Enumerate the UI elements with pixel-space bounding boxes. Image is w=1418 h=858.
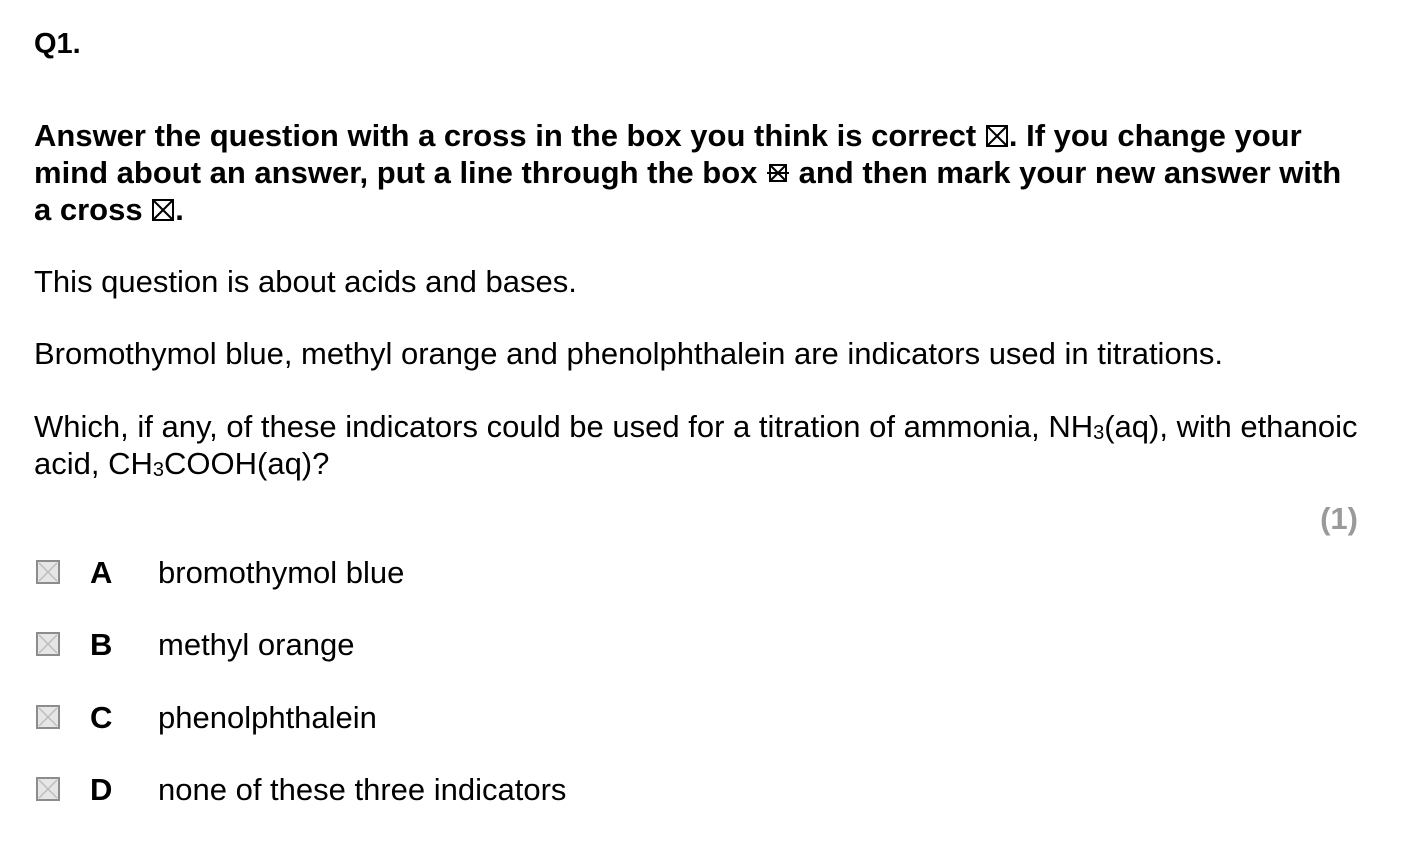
option-letter: D	[90, 772, 113, 807]
question-context: Bromothymol blue, methyl orange and phenolphthalein are indicators used in titrations.	[34, 336, 1224, 371]
cross-box-icon	[986, 125, 1008, 147]
answer-checkbox-icon[interactable]	[36, 777, 60, 801]
struck-cross-box-icon	[767, 162, 789, 184]
option-text: methyl orange	[158, 627, 355, 662]
option-text: none of these three indicators	[158, 772, 567, 807]
question-number: Q1.	[34, 28, 81, 60]
stem-text-3: COOH(aq)?	[164, 446, 330, 481]
instructions-part4: .	[175, 192, 184, 227]
option-b[interactable]	[34, 626, 834, 666]
answer-checkbox-icon[interactable]	[36, 632, 60, 656]
stem-subscript-1: 3	[1093, 422, 1105, 444]
instructions-part3: and then mark your new answer with a cross	[34, 155, 1342, 227]
stem-text-2: (aq), with ethanoic acid, CH	[34, 409, 1358, 481]
answer-checkbox-icon[interactable]	[36, 705, 60, 729]
option-text: phenolphthalein	[158, 700, 377, 735]
option-text: bromothymol blue	[158, 555, 405, 590]
stem-subscript-2: 3	[152, 459, 164, 481]
question-stem	[34, 408, 1364, 482]
instructions-part2: . If you change your mind about an answer, put a line through the box	[34, 118, 1302, 190]
option-letter: B	[90, 627, 113, 662]
option-letter: C	[90, 700, 113, 735]
question-intro: This question is about acids and bases.	[34, 264, 577, 299]
cross-box-icon	[152, 199, 174, 221]
instructions	[34, 117, 1364, 228]
marks-allocation: (1)	[1320, 501, 1358, 536]
option-c[interactable]	[34, 699, 834, 739]
stem-text-1: Which, if any, of these indicators could be used for a titration of ammonia, NH	[34, 409, 1094, 444]
option-a[interactable]	[34, 554, 834, 594]
option-d[interactable]	[34, 771, 834, 811]
instructions-part1: Answer the question with a cross in the box you think is correct	[34, 118, 977, 153]
option-letter: A	[90, 555, 113, 590]
answer-checkbox-icon[interactable]	[36, 560, 60, 584]
